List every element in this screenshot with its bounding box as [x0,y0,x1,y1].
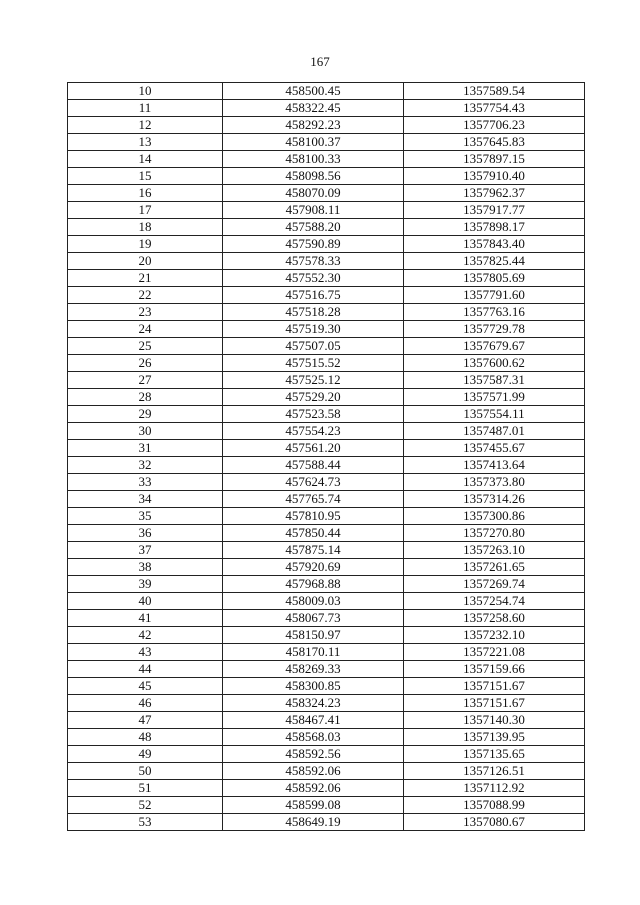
table-row [68,168,585,185]
table-row [68,219,585,236]
y-coordinate-cell: 1357805.69 [404,270,585,287]
point-number-cell: 37 [68,542,223,559]
point-number-cell: 39 [68,576,223,593]
point-number-cell: 32 [68,457,223,474]
x-coordinate-cell: 457590.89 [223,236,404,253]
point-number-cell: 41 [68,610,223,627]
x-coordinate-cell: 458592.06 [223,780,404,797]
table-row [68,389,585,406]
x-coordinate-cell: 457518.28 [223,304,404,321]
coordinates-table-body [68,83,585,831]
y-coordinate-cell: 1357258.60 [404,610,585,627]
y-coordinate-cell: 1357080.67 [404,814,585,831]
x-coordinate-cell: 458500.45 [223,83,404,100]
x-coordinate-cell: 458098.56 [223,168,404,185]
point-number-cell: 43 [68,644,223,661]
table-row [68,712,585,729]
table-row [68,457,585,474]
table-row [68,627,585,644]
point-number-cell: 33 [68,474,223,491]
table-row [68,474,585,491]
table-row [68,729,585,746]
y-coordinate-cell: 1357600.62 [404,355,585,372]
x-coordinate-cell: 458269.33 [223,661,404,678]
y-coordinate-cell: 1357221.08 [404,644,585,661]
x-coordinate-cell: 457519.30 [223,321,404,338]
point-number-cell: 31 [68,440,223,457]
point-number-cell: 46 [68,695,223,712]
x-coordinate-cell: 458467.41 [223,712,404,729]
y-coordinate-cell: 1357487.01 [404,423,585,440]
point-number-cell: 14 [68,151,223,168]
point-number-cell: 26 [68,355,223,372]
x-coordinate-cell: 458322.45 [223,100,404,117]
y-coordinate-cell: 1357898.17 [404,219,585,236]
y-coordinate-cell: 1357139.95 [404,729,585,746]
table-row [68,338,585,355]
x-coordinate-cell: 457968.88 [223,576,404,593]
point-number-cell: 29 [68,406,223,423]
table-row [68,117,585,134]
y-coordinate-cell: 1357088.99 [404,797,585,814]
table-row [68,525,585,542]
x-coordinate-cell: 458170.11 [223,644,404,661]
x-coordinate-cell: 458292.23 [223,117,404,134]
y-coordinate-cell: 1357112.92 [404,780,585,797]
y-coordinate-cell: 1357897.15 [404,151,585,168]
table-row [68,321,585,338]
point-number-cell: 22 [68,287,223,304]
y-coordinate-cell: 1357962.37 [404,185,585,202]
x-coordinate-cell: 457588.44 [223,457,404,474]
table-row [68,83,585,100]
table-row [68,440,585,457]
table-row [68,253,585,270]
point-number-cell: 12 [68,117,223,134]
point-number-cell: 45 [68,678,223,695]
point-number-cell: 25 [68,338,223,355]
x-coordinate-cell: 457561.20 [223,440,404,457]
point-number-cell: 16 [68,185,223,202]
table-row [68,576,585,593]
point-number-cell: 20 [68,253,223,270]
x-coordinate-cell: 458009.03 [223,593,404,610]
x-coordinate-cell: 457908.11 [223,202,404,219]
point-number-cell: 38 [68,559,223,576]
point-number-cell: 23 [68,304,223,321]
point-number-cell: 15 [68,168,223,185]
point-number-cell: 11 [68,100,223,117]
point-number-cell: 34 [68,491,223,508]
point-number-cell: 17 [68,202,223,219]
y-coordinate-cell: 1357645.83 [404,134,585,151]
y-coordinate-cell: 1357843.40 [404,236,585,253]
table-row [68,542,585,559]
y-coordinate-cell: 1357159.66 [404,661,585,678]
y-coordinate-cell: 1357910.40 [404,168,585,185]
y-coordinate-cell: 1357135.65 [404,746,585,763]
table-row [68,508,585,525]
x-coordinate-cell: 457525.12 [223,372,404,389]
point-number-cell: 40 [68,593,223,610]
table-row [68,780,585,797]
point-number-cell: 42 [68,627,223,644]
x-coordinate-cell: 457624.73 [223,474,404,491]
table-row [68,661,585,678]
y-coordinate-cell: 1357300.86 [404,508,585,525]
y-coordinate-cell: 1357254.74 [404,593,585,610]
x-coordinate-cell: 458067.73 [223,610,404,627]
x-coordinate-cell: 457554.23 [223,423,404,440]
y-coordinate-cell: 1357825.44 [404,253,585,270]
table-row [68,134,585,151]
table-row [68,644,585,661]
table-row [68,491,585,508]
y-coordinate-cell: 1357554.11 [404,406,585,423]
x-coordinate-cell: 458568.03 [223,729,404,746]
x-coordinate-cell: 457920.69 [223,559,404,576]
y-coordinate-cell: 1357679.67 [404,338,585,355]
y-coordinate-cell: 1357587.31 [404,372,585,389]
y-coordinate-cell: 1357151.67 [404,678,585,695]
y-coordinate-cell: 1357261.65 [404,559,585,576]
x-coordinate-cell: 457850.44 [223,525,404,542]
table-row [68,695,585,712]
point-number-cell: 19 [68,236,223,253]
table-row [68,355,585,372]
y-coordinate-cell: 1357373.80 [404,474,585,491]
point-number-cell: 52 [68,797,223,814]
x-coordinate-cell: 458649.19 [223,814,404,831]
point-number-cell: 24 [68,321,223,338]
table-row [68,236,585,253]
coordinates-table [67,82,585,831]
table-row [68,746,585,763]
point-number-cell: 48 [68,729,223,746]
y-coordinate-cell: 1357917.77 [404,202,585,219]
table-row [68,559,585,576]
y-coordinate-cell: 1357729.78 [404,321,585,338]
y-coordinate-cell: 1357763.16 [404,304,585,321]
y-coordinate-cell: 1357151.67 [404,695,585,712]
y-coordinate-cell: 1357754.43 [404,100,585,117]
point-number-cell: 44 [68,661,223,678]
y-coordinate-cell: 1357706.23 [404,117,585,134]
point-number-cell: 35 [68,508,223,525]
table-row [68,202,585,219]
point-number-cell: 49 [68,746,223,763]
x-coordinate-cell: 458592.06 [223,763,404,780]
x-coordinate-cell: 458599.08 [223,797,404,814]
point-number-cell: 10 [68,83,223,100]
point-number-cell: 21 [68,270,223,287]
x-coordinate-cell: 458100.33 [223,151,404,168]
table-row [68,100,585,117]
x-coordinate-cell: 458592.56 [223,746,404,763]
table-row [68,270,585,287]
table-row [68,406,585,423]
x-coordinate-cell: 457578.33 [223,253,404,270]
table-row [68,372,585,389]
table-row [68,593,585,610]
table-row [68,304,585,321]
x-coordinate-cell: 457552.30 [223,270,404,287]
page-number: 167 [310,54,330,69]
table-row [68,797,585,814]
point-number-cell: 27 [68,372,223,389]
table-row [68,763,585,780]
y-coordinate-cell: 1357314.26 [404,491,585,508]
y-coordinate-cell: 1357140.30 [404,712,585,729]
x-coordinate-cell: 458150.97 [223,627,404,644]
y-coordinate-cell: 1357126.51 [404,763,585,780]
x-coordinate-cell: 457516.75 [223,287,404,304]
table-row [68,814,585,831]
table-row [68,287,585,304]
x-coordinate-cell: 457765.74 [223,491,404,508]
y-coordinate-cell: 1357270.80 [404,525,585,542]
y-coordinate-cell: 1357589.54 [404,83,585,100]
table-row [68,423,585,440]
x-coordinate-cell: 458324.23 [223,695,404,712]
x-coordinate-cell: 457588.20 [223,219,404,236]
y-coordinate-cell: 1357791.60 [404,287,585,304]
point-number-cell: 30 [68,423,223,440]
y-coordinate-cell: 1357269.74 [404,576,585,593]
x-coordinate-cell: 457529.20 [223,389,404,406]
x-coordinate-cell: 458300.85 [223,678,404,695]
point-number-cell: 53 [68,814,223,831]
x-coordinate-cell: 457507.05 [223,338,404,355]
x-coordinate-cell: 458070.09 [223,185,404,202]
table-row [68,151,585,168]
x-coordinate-cell: 457875.14 [223,542,404,559]
x-coordinate-cell: 457515.52 [223,355,404,372]
point-number-cell: 18 [68,219,223,236]
point-number-cell: 13 [68,134,223,151]
point-number-cell: 28 [68,389,223,406]
table-row [68,185,585,202]
y-coordinate-cell: 1357263.10 [404,542,585,559]
point-number-cell: 50 [68,763,223,780]
y-coordinate-cell: 1357571.99 [404,389,585,406]
point-number-cell: 36 [68,525,223,542]
table-row [68,610,585,627]
y-coordinate-cell: 1357413.64 [404,457,585,474]
y-coordinate-cell: 1357232.10 [404,627,585,644]
point-number-cell: 47 [68,712,223,729]
x-coordinate-cell: 457810.95 [223,508,404,525]
x-coordinate-cell: 458100.37 [223,134,404,151]
table-row [68,678,585,695]
y-coordinate-cell: 1357455.67 [404,440,585,457]
x-coordinate-cell: 457523.58 [223,406,404,423]
point-number-cell: 51 [68,780,223,797]
